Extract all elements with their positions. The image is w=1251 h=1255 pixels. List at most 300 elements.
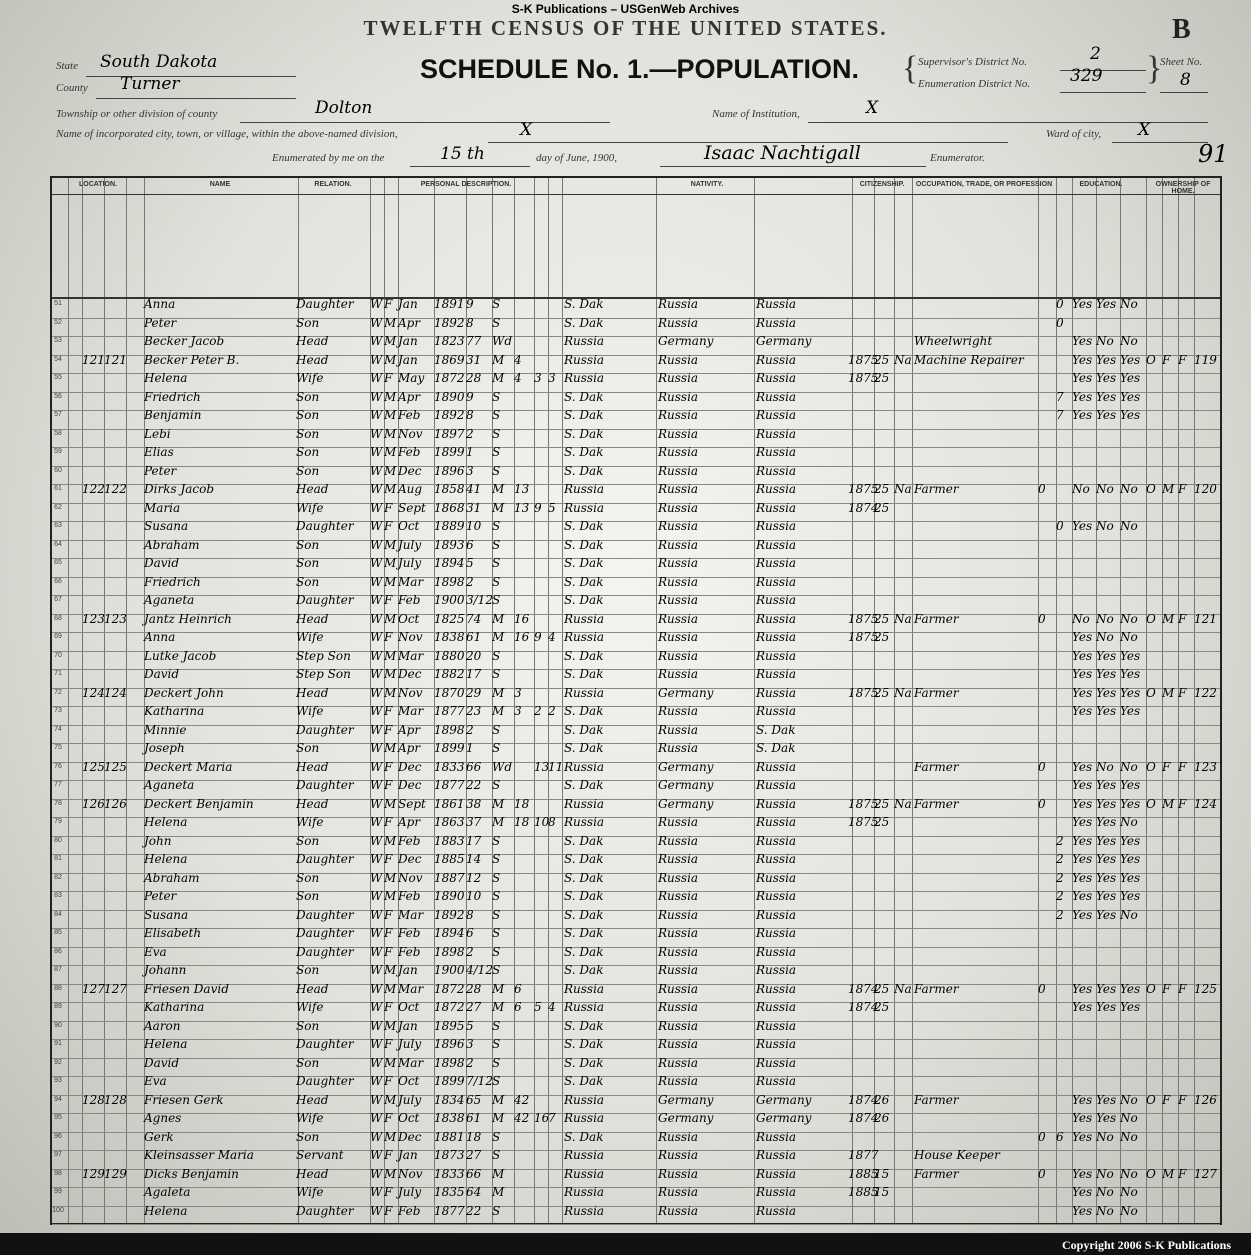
cell-color: W (370, 445, 383, 459)
cell-read: Yes (1072, 796, 1093, 811)
table-row (52, 965, 1220, 983)
cell-write: No (1096, 630, 1114, 644)
cell-sch2: 121 (1194, 611, 1217, 626)
cell-line: 70 (54, 651, 62, 659)
cell-sex: M (384, 556, 397, 570)
cell-nat: Na (894, 796, 912, 811)
table-row (52, 796, 1220, 817)
cell-sch: 0 (1056, 315, 1064, 330)
cell-eng: Yes (1120, 667, 1141, 681)
cell-free: M (1162, 482, 1175, 496)
column-group-header: OCCUPATION, TRADE, OR PROFESSION (915, 181, 1053, 188)
cell-line: 74 (54, 725, 62, 733)
cell-ms: S (492, 1018, 501, 1033)
cell-mon: 0 (1038, 1129, 1046, 1144)
cell-sex: M (384, 574, 397, 589)
cell-line: 94 (54, 1095, 62, 1103)
cell-read: Yes (1072, 889, 1093, 903)
cell-imm: 1874 (848, 1092, 879, 1107)
cell-year: 1882 (434, 667, 465, 681)
cell-yrs: 6 (514, 981, 522, 996)
cell-read: Yes (1072, 1185, 1093, 1199)
cell-pob: Russia (564, 981, 605, 996)
cell-mpob: Russia (756, 315, 797, 330)
cell-pob: Russia (564, 796, 605, 811)
cell-write: No (1096, 519, 1114, 533)
cell-yrs: 4 (514, 352, 522, 367)
cell-eng: Yes (1120, 704, 1141, 718)
cell-mpob: Russia (756, 926, 797, 940)
cell-color: W (370, 870, 383, 885)
cell-occ: Farmer (914, 1166, 959, 1181)
cell-fpob: Russia (658, 1074, 699, 1088)
cell-rel: Son (296, 1129, 320, 1144)
cell-sch: 2 (1056, 870, 1064, 885)
cell-mon: 0 (1038, 611, 1046, 626)
cell-sex: F (384, 593, 393, 607)
cell-pob: Russia (564, 1148, 605, 1162)
cell-usyrs: 25 (874, 371, 890, 385)
cell-color: W (370, 963, 383, 977)
cell-year: 1899 (434, 445, 465, 459)
cell-age: 1 (466, 741, 474, 755)
cell-ms: S (492, 833, 501, 848)
cell-pob: S. Dak (564, 1074, 604, 1088)
cell-sex: F (384, 704, 393, 718)
cell-ms: S (492, 741, 501, 755)
cell-color: W (370, 352, 383, 367)
table-row (52, 1039, 1220, 1057)
cell-sex: F (384, 907, 393, 922)
table-row (52, 981, 1220, 1002)
table-row (52, 299, 1220, 317)
cell-eng: Yes (1120, 389, 1141, 404)
cell-rel: Son (296, 315, 320, 330)
cell-fpob: Russia (658, 593, 699, 607)
cell-fam: 129 (104, 1166, 127, 1181)
cell-rel: Son (296, 463, 320, 478)
ward-label: Ward of city, (1046, 128, 1102, 140)
table-row (52, 743, 1220, 761)
cell-age: 2 (466, 722, 474, 737)
table-row (52, 944, 1220, 965)
cell-name: Helena (144, 371, 188, 385)
cell-fam: 122 (104, 482, 127, 496)
cell-name: Friedrich (144, 574, 201, 589)
cell-free: F (1162, 1092, 1171, 1107)
cell-imm: 1874 (848, 1111, 879, 1125)
cell-name: Maria (144, 500, 181, 515)
cell-rel: Son (296, 833, 320, 848)
cell-imm: 1875 (848, 685, 879, 700)
schedule-title: SCHEDULE No. 1.—POPULATION. (420, 54, 860, 84)
cell-name: Friesen David (144, 981, 229, 996)
cell-month: Feb (398, 593, 421, 607)
cell-month: Jan (398, 1148, 418, 1162)
cell-own: O (1146, 796, 1156, 811)
cell-mon: 0 (1038, 1166, 1046, 1181)
cell-color: W (370, 630, 383, 644)
cell-sex: M (384, 1092, 397, 1107)
cell-line: 62 (54, 503, 62, 511)
cell-pob: S. Dak (564, 1129, 604, 1144)
cell-ms: S (492, 852, 501, 866)
cell-read: Yes (1072, 1092, 1093, 1107)
cell-age: 14 (466, 852, 482, 866)
cell-write: Yes (1096, 815, 1117, 829)
cell-name: Agnes (144, 1111, 182, 1125)
cell-occ: Farmer (914, 759, 959, 774)
cell-rel: Wife (296, 1000, 324, 1014)
cell-month: Nov (398, 630, 423, 644)
cell-eng: No (1120, 630, 1138, 644)
cell-sex: M (384, 482, 397, 496)
cell-fpob: Russia (658, 833, 699, 848)
cell-fpob: Russia (658, 1148, 699, 1162)
cell-rel: Daughter (296, 778, 354, 792)
cell-liv: 8 (548, 815, 556, 829)
cell-house: 128 (82, 1092, 105, 1107)
cell-sex: M (384, 796, 397, 811)
cell-month: Apr (398, 389, 421, 404)
cell-pob: S. Dak (564, 704, 604, 718)
cell-month: Mar (398, 907, 424, 922)
cell-color: W (370, 1018, 383, 1033)
cell-year: 1892 (434, 408, 465, 422)
supervisor-label: Supervisor's District No. (918, 56, 1027, 68)
table-row (52, 907, 1220, 928)
cell-year: 1898 (434, 944, 465, 959)
cell-sex: M (384, 1129, 397, 1144)
cell-free: F (1162, 981, 1171, 996)
census-table (50, 176, 1222, 1225)
cell-fpob: Russia (658, 1185, 699, 1199)
cell-own: O (1146, 611, 1156, 626)
cell-write: Yes (1096, 870, 1117, 885)
cell-rel: Son (296, 556, 320, 570)
cell-line: 55 (54, 374, 62, 381)
cell-rel: Daughter (296, 907, 354, 922)
cell-ms: S (492, 907, 501, 922)
page-mark: 91 (1198, 140, 1229, 168)
cell-rel: Son (296, 1018, 320, 1033)
cell-write: No (1096, 482, 1114, 496)
cell-year: 1872 (434, 1000, 465, 1014)
cell-age: 2 (466, 1055, 474, 1070)
cell-sex: M (384, 389, 397, 404)
cell-line: 73 (54, 707, 62, 714)
cell-month: Feb (398, 445, 421, 459)
cell-yrs: 13 (514, 500, 530, 515)
cell-name: Jantz Heinrich (144, 611, 232, 626)
cell-line: 54 (54, 355, 62, 363)
cell-ms: S (492, 574, 501, 589)
cell-free: M (1162, 1166, 1175, 1181)
cell-name: Susana (144, 519, 189, 533)
cell-ms: S (492, 1129, 501, 1144)
cell-month: Dec (398, 852, 422, 866)
cell-age: 37 (466, 815, 482, 829)
cell-sex: F (384, 944, 393, 959)
column-group-header: RELATION. (314, 181, 352, 188)
cell-line: 61 (54, 485, 62, 492)
cell-line: 58 (54, 429, 62, 437)
cell-ms: S (492, 1055, 501, 1070)
table-row (52, 1092, 1220, 1113)
cell-write: Yes (1096, 389, 1117, 404)
cell-name: Elias (144, 445, 174, 459)
cell-name: Johann (144, 963, 187, 977)
table-row (52, 632, 1220, 650)
cell-moth: 13 (534, 759, 550, 774)
cell-year: 1893 (434, 537, 465, 552)
cell-pob: S. Dak (564, 907, 604, 922)
cell-year: 1872 (434, 981, 465, 996)
cell-year: 1894 (434, 556, 465, 570)
table-row (52, 648, 1220, 669)
cell-color: W (370, 426, 383, 441)
cell-color: W (370, 371, 383, 385)
cell-sch: 7 (1056, 408, 1064, 422)
cell-yrs: 42 (514, 1111, 530, 1125)
cell-mpob: Russia (756, 408, 797, 422)
city-label: Name of incorporated city, town, or village, within the above-named division, (56, 128, 398, 140)
cell-sex: M (384, 1166, 397, 1181)
cell-fpob: Russia (658, 870, 699, 885)
table-row (52, 336, 1220, 354)
cell-line: 71 (54, 670, 62, 677)
cell-color: W (370, 315, 383, 330)
cell-mpob: Russia (756, 667, 797, 681)
cell-read: Yes (1072, 852, 1093, 866)
cell-month: July (398, 1185, 422, 1199)
cell-usyrs: 25 (874, 815, 890, 829)
cell-month: July (398, 556, 422, 570)
enumeration-label: Enumeration District No. (918, 78, 1031, 90)
cell-imm: 1875 (848, 352, 879, 367)
cell-pob: S. Dak (564, 926, 604, 940)
cell-pob: S. Dak (564, 315, 604, 330)
cell-liv: 5 (548, 500, 556, 515)
table-row (52, 685, 1220, 706)
cell-line: 65 (54, 559, 62, 566)
cell-free: F (1162, 759, 1171, 774)
cell-month: Dec (398, 1129, 422, 1144)
cell-sex: M (384, 334, 397, 348)
cell-mon: 0 (1038, 796, 1046, 811)
cell-line: 72 (54, 688, 62, 696)
cell-fpob: Russia (658, 944, 699, 959)
cell-pob: Russia (564, 1111, 605, 1125)
cell-nat: Na (894, 611, 912, 626)
cell-yrs: 4 (514, 371, 522, 385)
cell-farm: F (1178, 352, 1187, 367)
cell-year: 1885 (434, 852, 465, 866)
cell-free: M (1162, 796, 1175, 811)
cell-read: Yes (1072, 1111, 1093, 1125)
cell-color: W (370, 463, 383, 478)
cell-ms: M (492, 685, 505, 700)
cell-pob: S. Dak (564, 741, 604, 755)
cell-sch: 0 (1056, 519, 1064, 533)
cell-fpob: Russia (658, 537, 699, 552)
cell-mpob: Russia (756, 537, 797, 552)
cell-age: 7/12 (466, 1074, 493, 1088)
cell-write: Yes (1096, 778, 1117, 792)
cell-own: O (1146, 685, 1156, 700)
cell-sex: F (384, 1203, 393, 1218)
cell-rel: Daughter (296, 722, 354, 737)
cell-name: Helena (144, 852, 188, 866)
cell-rel: Head (296, 1092, 329, 1107)
cell-sch2: 120 (1194, 482, 1217, 496)
cell-nat: Na (894, 981, 912, 996)
cell-rel: Head (296, 611, 329, 626)
cell-sch: 0 (1056, 297, 1064, 311)
cell-eng: Yes (1120, 1000, 1141, 1014)
cell-mpob: Russia (756, 852, 797, 866)
cell-ms: Wd (492, 334, 513, 348)
cell-line: 59 (54, 448, 62, 455)
cell-sex: M (384, 1018, 397, 1033)
cell-line: 92 (54, 1058, 62, 1066)
cell-ms: M (492, 815, 505, 829)
cell-usyrs: 15 (874, 1185, 890, 1199)
cell-farm: F (1178, 1092, 1187, 1107)
cell-read: Yes (1072, 981, 1093, 996)
cell-sex: F (384, 852, 393, 866)
cell-month: Oct (398, 1000, 420, 1014)
cell-month: Sept (398, 796, 426, 811)
cell-usyrs: 15 (874, 1166, 890, 1181)
table-row (52, 891, 1220, 909)
ward-value: X (1138, 120, 1151, 140)
cell-rel: Son (296, 1055, 320, 1070)
cell-mpob: Russia (756, 463, 797, 478)
cell-color: W (370, 1148, 383, 1162)
cell-mpob: Germany (756, 1111, 812, 1125)
cell-color: W (370, 1037, 383, 1051)
cell-month: Oct (398, 1074, 420, 1088)
cell-imm: 1875 (848, 796, 879, 811)
cell-moth: 2 (534, 704, 542, 718)
cell-mpob: Russia (756, 389, 797, 404)
column-group-header: PERSONAL DESCRIPTION. (420, 181, 512, 188)
cell-fam: 127 (104, 981, 127, 996)
cell-age: 17 (466, 833, 482, 848)
cell-color: W (370, 593, 383, 607)
cell-eng: Yes (1120, 778, 1141, 792)
cell-age: 2 (466, 426, 474, 441)
cell-sex: M (384, 352, 397, 367)
cell-color: W (370, 1074, 383, 1088)
cell-color: W (370, 815, 383, 829)
column-group-header: NAME (209, 181, 231, 188)
cell-name: Abraham (144, 537, 200, 552)
cell-fpob: Russia (658, 445, 699, 459)
cell-fpob: Russia (658, 315, 699, 330)
cell-age: 61 (466, 630, 482, 644)
cell-pob: S. Dak (564, 445, 604, 459)
cell-rel: Wife (296, 500, 324, 515)
cell-mpob: Russia (756, 1074, 797, 1088)
cell-farm: F (1178, 759, 1187, 774)
cell-pob: S. Dak (564, 870, 604, 885)
cell-fam: 124 (104, 685, 127, 700)
cell-pob: Russia (564, 1166, 605, 1181)
cell-mpob: Russia (756, 815, 797, 829)
cell-month: Mar (398, 648, 424, 663)
cell-color: W (370, 408, 383, 422)
cell-read: Yes (1072, 759, 1093, 774)
cell-usyrs: 25 (874, 482, 890, 496)
cell-fam: 123 (104, 611, 127, 626)
cell-house: 124 (82, 685, 105, 700)
cell-read: Yes (1072, 408, 1093, 422)
cell-age: 2 (466, 944, 474, 959)
cell-mpob: Russia (756, 1185, 797, 1199)
cell-fpob: Germany (658, 778, 714, 792)
cell-ms: S (492, 963, 501, 977)
cell-pob: Russia (564, 1203, 605, 1218)
cell-fpob: Russia (658, 667, 699, 681)
cell-fpob: Russia (658, 352, 699, 367)
cell-eng: Yes (1120, 685, 1141, 700)
cell-pob: Russia (564, 352, 605, 367)
cell-sch: 2 (1056, 852, 1064, 866)
cell-year: 1869 (434, 352, 465, 367)
cell-usyrs: 25 (874, 500, 890, 515)
institution-value: X (866, 98, 879, 118)
cell-sch2: 123 (1194, 759, 1217, 774)
cell-write: Yes (1096, 833, 1117, 848)
cell-rel: Step Son (296, 667, 351, 681)
cell-mpob: Germany (756, 1092, 812, 1107)
cell-age: 29 (466, 685, 482, 700)
cell-write: Yes (1096, 297, 1117, 311)
cell-mpob: Russia (756, 1000, 797, 1014)
cell-sex: M (384, 445, 397, 459)
cell-farm: F (1178, 482, 1187, 496)
cell-line: 87 (54, 966, 62, 973)
cell-year: 1823 (434, 334, 465, 348)
cell-rel: Wife (296, 1185, 324, 1199)
cell-rel: Son (296, 889, 320, 903)
cell-mpob: Russia (756, 611, 797, 626)
cell-mon: 0 (1038, 482, 1046, 496)
table-row (52, 1055, 1220, 1076)
cell-name: Peter (144, 463, 177, 478)
cell-color: W (370, 574, 383, 589)
cell-pob: Russia (564, 815, 605, 829)
cell-name: Katharina (144, 1000, 205, 1014)
cell-age: 10 (466, 519, 482, 533)
cell-mpob: S. Dak (756, 722, 796, 737)
sheet-letter: B (1172, 14, 1191, 45)
cell-read: Yes (1072, 1166, 1093, 1181)
cell-sex: F (384, 1000, 393, 1014)
cell-name: Friesen Gerk (144, 1092, 224, 1107)
cell-age: 74 (466, 611, 482, 626)
cell-usyrs: 26 (874, 1111, 890, 1125)
cell-write: Yes (1096, 907, 1117, 922)
cell-year: 1877 (434, 1203, 465, 1218)
column-group-header: OWNERSHIP OF HOME. (1155, 181, 1211, 195)
cell-sch2: 126 (1194, 1092, 1217, 1107)
cell-fpob: Russia (658, 389, 699, 404)
cell-age: 10 (466, 889, 482, 903)
cell-year: 1870 (434, 685, 465, 700)
